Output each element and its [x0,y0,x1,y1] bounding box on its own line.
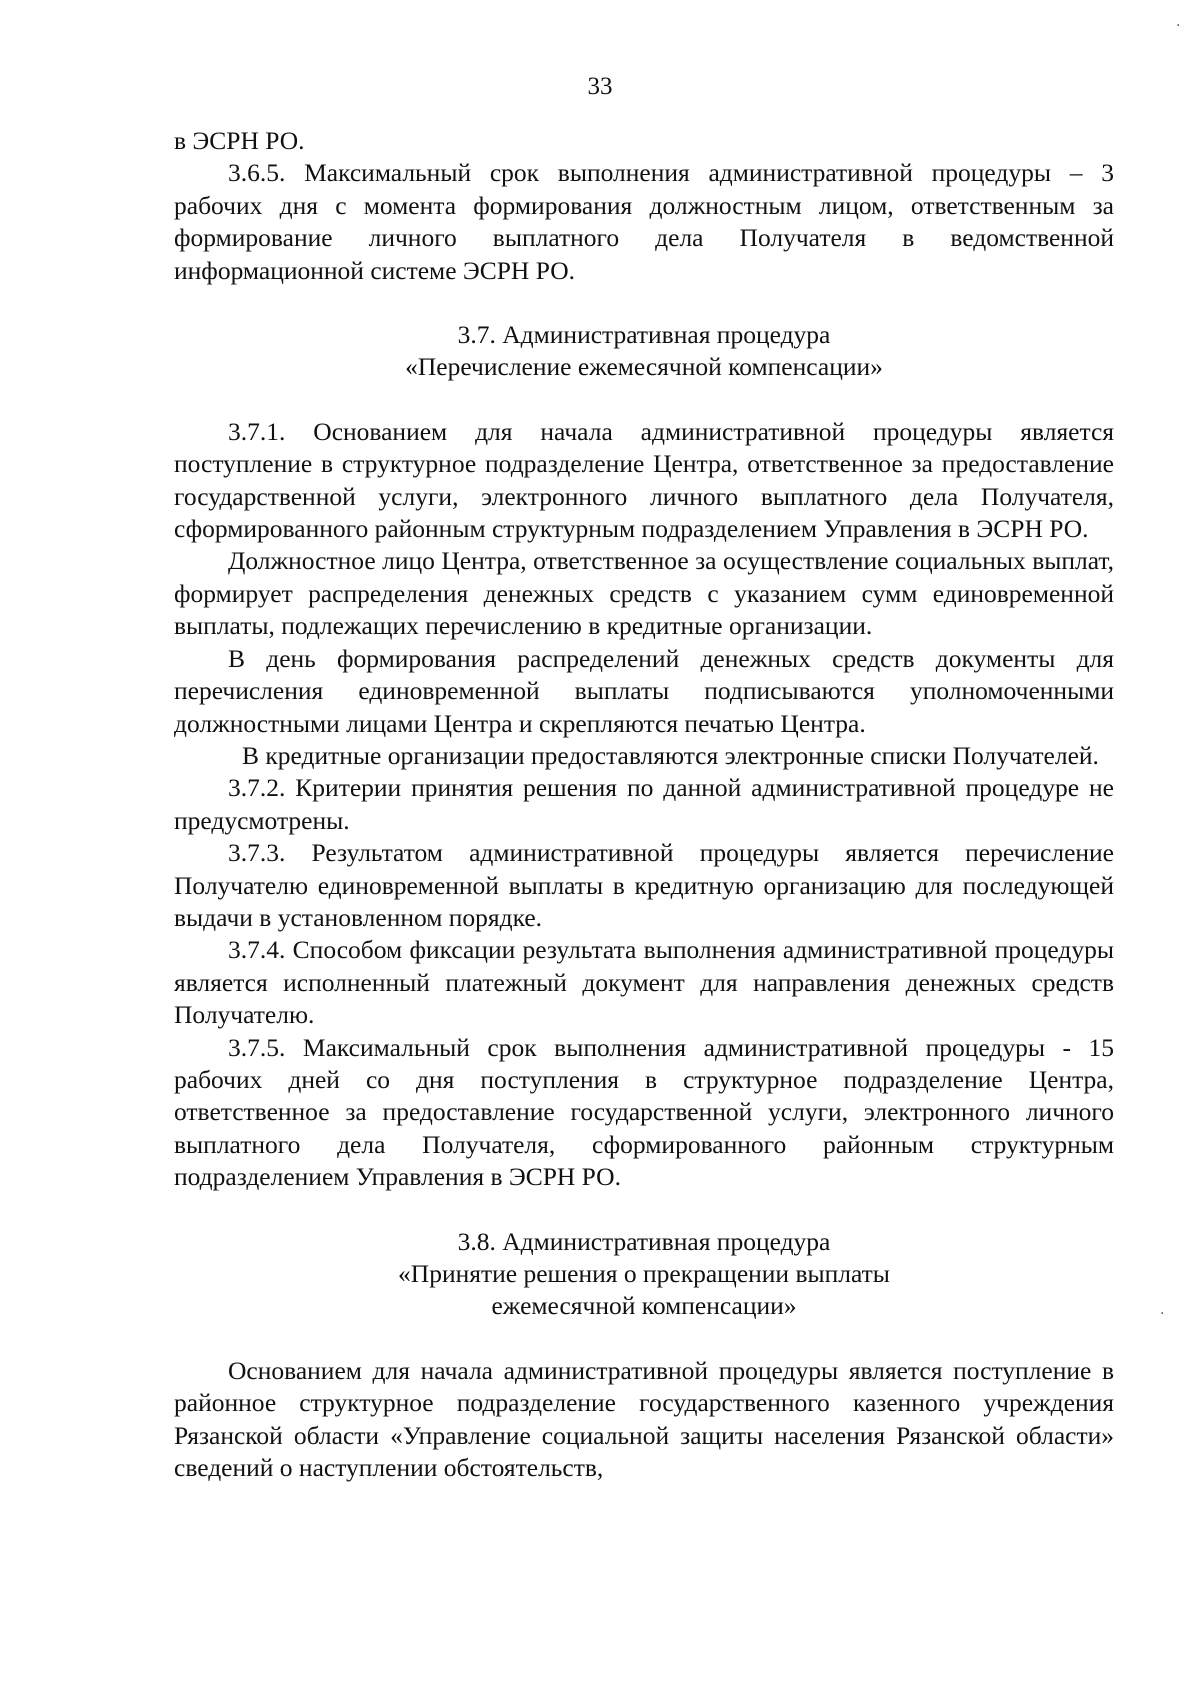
section-3-7-title: 3.7. Административная процедура [457,320,831,350]
paragraph-3-8-basis: Основанием для начала административной процедуры является поступление в районное структурное подразделение государственного казенного учреждения Рязанской области «Управление социальной защиты населения Рязанской области» сведений о наступлении обстоятельств, [174,1355,1114,1483]
section-3-8-subtitle-line2: ежемесячной компенсации» [491,1291,797,1321]
paragraph-formation-day: В день формирования распределений денежных средств документы для перечисления единовременной выплаты подписываются уполномоченными должностными лицами Центра и скрепляются печатью Центра. [174,643,1114,738]
paragraph-credit-organizations: В кредитные организации предоставляются электронные списки Получателей. [242,740,1099,770]
scan-speck: · [1176,18,1181,34]
section-3-8-subtitle-line1: «Принятие решения о прекращении выплаты [398,1259,890,1288]
paragraph-3-7-3: 3.7.3. Результатом административной процедуры является перечисление Получателю единовременной выплаты в кредитную организацию для последующей выдачи в установленном порядке. [174,838,1114,932]
paragraph-3-7-1: 3.7.1. Основанием для начала административной процедуры является поступление в структурное подразделение Центра, ответственное за предоставление государственной услуги, электронного личного выплатного дела Получателя, сформированного районным структурным подразделением Управления в ЭСРН РО. [174,416,1114,544]
paragraph-3-7-2: 3.7.2. Критерии принятия решения по данной административной процедуре не предусмотрены. [174,773,1114,835]
section-3-8-title: 3.8. Административная процедура [457,1226,831,1256]
paragraph-3-7-5: 3.7.5. Максимальный срок выполнения административной процедуры - 15 рабочих дней со дня поступления в структурное подразделение Центра, ответственное за предоставление государственной услуги, электронного личного выплатного дела Получателя, сформированного районным структурным подразделением Управления в ЭСРН РО. [174,1032,1114,1192]
page-number: 33 [587,73,613,100]
document-body [174,125,1114,1484]
scan-speck: · [1160,1306,1165,1322]
section-3-7-subtitle: «Перечисление ежемесячной компенсации» [405,352,883,382]
paragraph-3-7-4: 3.7.4. Способом фиксации результата выполнения административной процедуры является исполненный платежный документ для направления денежных средств Получателю. [174,935,1114,1030]
paragraph-official: Должностное лицо Центра, ответственное за осуществление социальных выплат, формирует распределения денежных средств с указанием сумм единовременной выплаты, подлежащих перечислению в кредитные организации. [174,546,1114,641]
section-3-8-heading [174,1226,1114,1323]
paragraph-3-6-5: 3.6.5. Максимальный срок выполнения административной процедуры – 3 рабочих дня с момента формирования должностным лицом, ответственным за формирование личного выплатного дела Получателя в ведомственной информационной системе ЭСРН РО. [174,158,1114,285]
section-3-7-heading [174,319,1114,384]
section-3-6-continuation: в ЭСРН РО. [174,126,305,155]
